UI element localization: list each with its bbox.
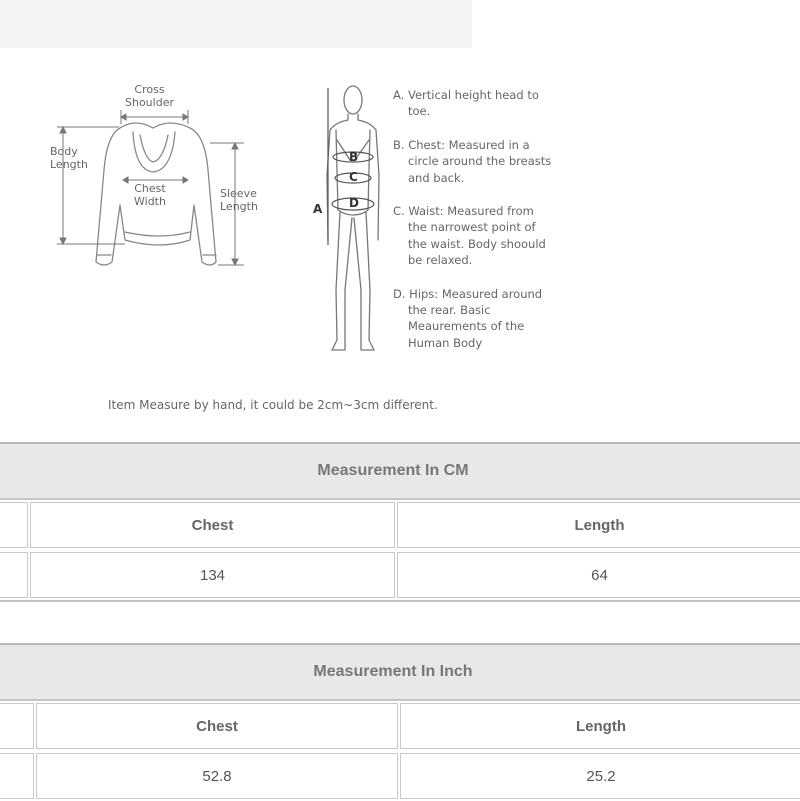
measure-note: Item Measure by hand, it could be 2cm~3cm different.: [108, 398, 438, 412]
table-cm-title-text: Measurement In CM: [317, 462, 469, 479]
definition-d: D. Hips: Measured around the rear. Basic Meaurements of the Human Body: [393, 286, 543, 350]
table-cm-value-row: [0, 550, 800, 600]
label-chest-width: Chest Width: [134, 182, 166, 208]
definition-c: C. Waist: Measured from the narrowest point of the waist. Body shoould be relaxed.: [393, 204, 546, 268]
letter-d: D: [349, 196, 359, 210]
letter-b: B: [349, 150, 359, 164]
table-inch-title: [0, 643, 800, 701]
letter-c: C: [349, 170, 358, 184]
table-cm-header-row: [0, 500, 800, 550]
label-sleeve-length: Sleeve Length: [220, 187, 258, 213]
table-inch-value-row: [0, 751, 800, 801]
table-inch-chest-value: 52.8: [36, 753, 398, 799]
table-inch-col-length: Length: [400, 703, 800, 749]
table-cm-col-chest: Chest: [30, 502, 395, 548]
table-cm: [0, 442, 800, 602]
table-inch-length-value: 25.2: [400, 753, 800, 799]
table-cm-col-length: Length: [397, 502, 800, 548]
definition-a: A. Vertical height head to toe.: [393, 88, 539, 119]
label-body-length: Body Length: [50, 145, 88, 171]
table-inch-col-chest: Chest: [36, 703, 398, 749]
table-inch-header-row: [0, 701, 800, 751]
table-cm-title: [0, 442, 800, 500]
table-cm-blank-cell: [0, 502, 28, 548]
table-inch-blank-cell: [0, 703, 34, 749]
measurement-definitions: [393, 87, 553, 368]
definition-b: B. Chest: Measured in a circle around the breasts and back.: [393, 137, 552, 185]
table-inch: [0, 643, 800, 801]
table-cm-blank-cell: [0, 552, 28, 598]
letter-a: A: [313, 202, 323, 216]
label-cross-shoulder: Cross Shoulder: [125, 83, 174, 109]
table-cm-chest-value: 134: [30, 552, 395, 598]
table-cm-bottom-border: [0, 600, 800, 602]
table-inch-title-text: Measurement In Inch: [313, 663, 473, 680]
table-cm-length-value: 64: [397, 552, 800, 598]
table-inch-blank-cell: [0, 753, 34, 799]
